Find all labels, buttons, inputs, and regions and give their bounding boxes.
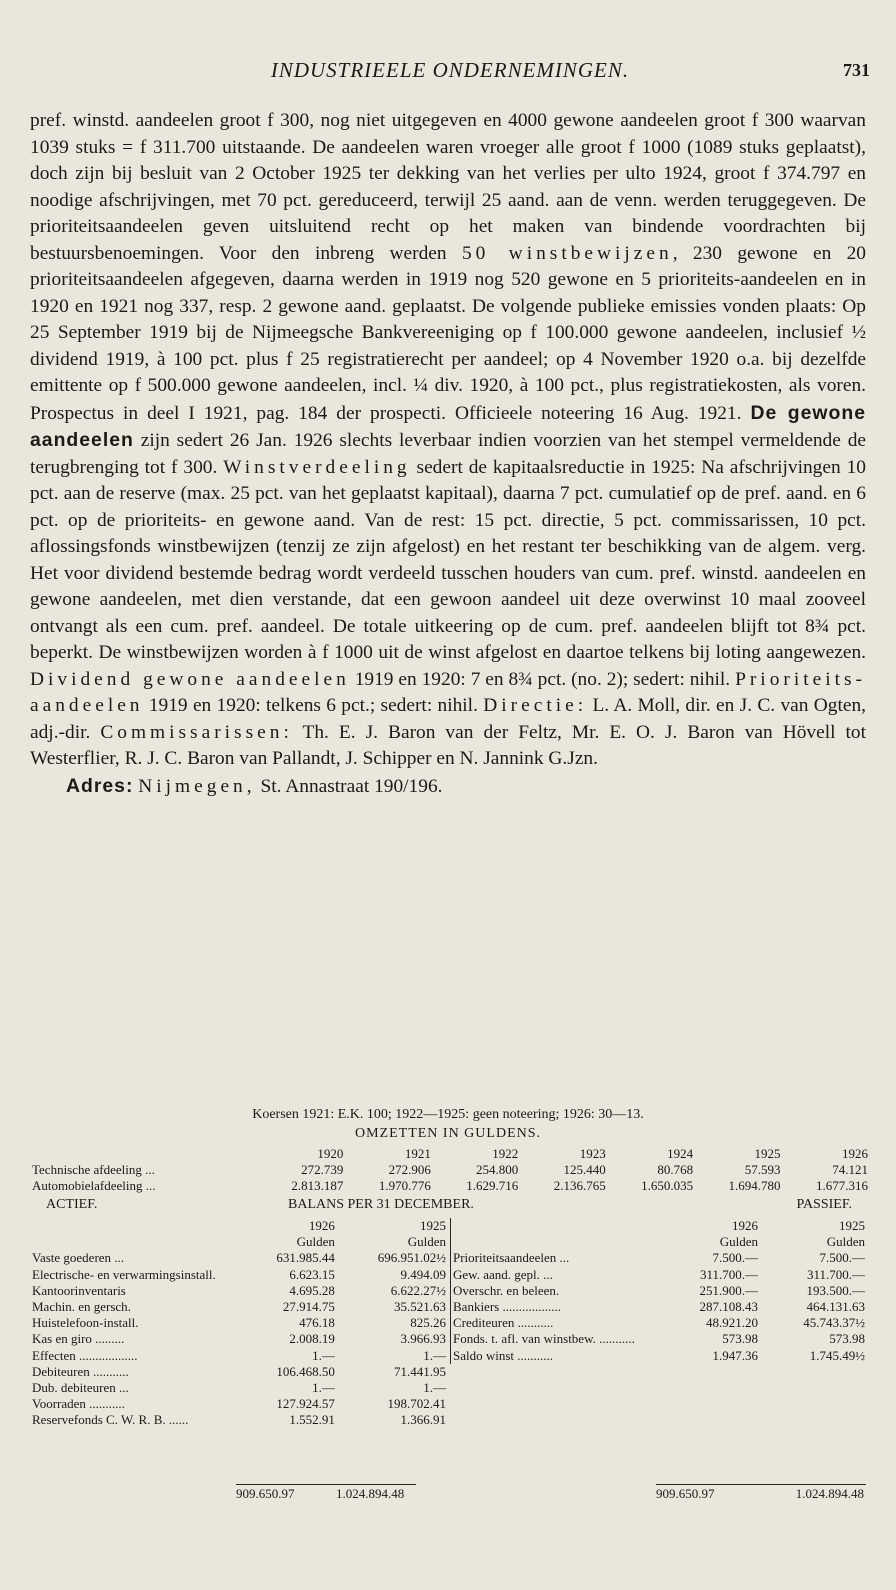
value-1926: 1.— xyxy=(312,1347,335,1363)
table-cell xyxy=(30,1234,228,1250)
year-cell: 1925 xyxy=(754,1146,781,1161)
table-row xyxy=(30,1348,448,1364)
value-1925: 311.700.— xyxy=(806,1266,865,1282)
value-1926: 1.947.36 xyxy=(712,1347,758,1363)
table-row xyxy=(30,1267,448,1283)
table-row xyxy=(451,1283,867,1299)
row-label: Electrische- en verwarmingsinstall. xyxy=(32,1266,216,1282)
table-cell: 272.739 xyxy=(301,1162,344,1177)
text-run: zijn sedert 26 Jan. 1926 slechts leverbaar indien voorzien van het stempel vermeldende de terugbrenging tot f 300. xyxy=(30,430,866,478)
table-row xyxy=(451,1267,867,1283)
table-row xyxy=(30,1380,448,1396)
value-1925: 573.98 xyxy=(829,1331,865,1347)
actief-label: ACTIEF. xyxy=(46,1197,98,1212)
value-1925: 7.500.— xyxy=(819,1250,865,1266)
table-cell xyxy=(30,1218,228,1234)
year-cell: 1922 xyxy=(492,1146,519,1161)
commissarissen-term: Commissarissen: xyxy=(100,721,293,743)
table-cell: 1.677.316 xyxy=(816,1178,868,1193)
text-run: pref. winstd. aandeelen groot f 300, nog niet uitgegeven en 4000 gewone aandeelen groot f 300 waarvan 1039 stuks = f 311.700 uitstaande. De aandeelen waren vroeger alle groot f 1000 (1089 stuks geplaatst), doch zijn bij besluit van 2 October 1925 ter dekking van het verlies per ulto 1924, groot f 374.797 en noodige afschrijvingen, met 70 pct. gereduceerd, terwijl 25 aand. aan de venn. werden teruggegeven. De prioriteitsaandeelen geven uitsluitend recht op het maken van bindende voordrachten bij bestuursbenoemingen. Voor den inbreng werden xyxy=(30,110,866,264)
year-cell: 1925 xyxy=(839,1218,865,1233)
value-1925: 696.951.02½ xyxy=(377,1250,446,1266)
value-1926: 2.008.19 xyxy=(289,1331,335,1347)
year-cell: 1925 xyxy=(420,1218,446,1233)
balans-header xyxy=(30,1197,866,1215)
row-label: Debiteuren ........... xyxy=(32,1363,129,1379)
value-1925: 71.441.95 xyxy=(394,1363,446,1379)
total-passief-1926: 909.650.97 xyxy=(656,1486,715,1501)
year-cell: 1920 xyxy=(317,1146,344,1161)
table-cell: 74.121 xyxy=(832,1162,868,1177)
actief-total-rule xyxy=(236,1484,416,1485)
address-street: St. Annastraat 190/196. xyxy=(260,775,443,797)
total-actief-1925: 1.024.894.48 xyxy=(336,1486,405,1501)
value-1925: 198.702.41 xyxy=(387,1396,446,1412)
table-row xyxy=(30,1299,448,1315)
table-row xyxy=(30,1250,448,1266)
omzetten-year-row xyxy=(30,1146,870,1162)
row-label: Voorraden ........... xyxy=(32,1396,125,1412)
table-cell: 2.813.187 xyxy=(291,1178,344,1193)
table-cell: 80.768 xyxy=(657,1162,694,1177)
row-label: Crediteuren ........... xyxy=(453,1315,554,1331)
page-number: 731 xyxy=(843,60,870,80)
year-cell: 1923 xyxy=(579,1146,606,1161)
year-cell: 1924 xyxy=(667,1146,694,1161)
row-label: Bankiers .................. xyxy=(453,1299,561,1315)
value-1925: 45.743.37½ xyxy=(803,1315,865,1331)
table-row xyxy=(30,1412,448,1428)
value-1926: 4.695.28 xyxy=(289,1282,335,1298)
running-title: INDUSTRIEELE ONDERNEMINGEN. xyxy=(270,58,630,82)
passief-label: PASSIEF. xyxy=(796,1197,852,1212)
table-cell: 2.136.765 xyxy=(553,1178,606,1193)
koersen-line: Koersen 1921: E.K. 100; 1922—1925: geen noteering; 1926: 30—13. xyxy=(252,1107,644,1122)
table-cell xyxy=(451,1234,659,1250)
row-label: Saldo winst ........... xyxy=(453,1347,554,1363)
value-1925: 1.— xyxy=(423,1380,446,1396)
value-1925: 1.745.49½ xyxy=(809,1347,865,1363)
text-run: , 230 gewone en 20 prioriteitsaandeelen afgegeven, daarna werden in 1919 nog 520 gewone en 5 prioriteits-aandeelen en in 1920 en 1921 nog 337, resp. 2 gewone aand. geplaatst. De volgende publieke emissies vonden plaats: Op 25 September 1919 bij de Nijmeegsche Bankvereeniging op f 100.000 gewone aandeelen, inclusief ½ dividend 1919, à 100 pct. plus f 25 registratierecht per aandeel; op 4 November 1920 o.a. bij dezelfde emittente op f 500.000 gewone aandeelen, incl. ¼ div. 1920, à 100 pct., plus registratiekosten, als voren. Prospectus in deel I 1921, pag. 184 der prospecti. Officieele noteering 16 Aug. 1921. xyxy=(30,242,866,424)
description-paragraph xyxy=(30,108,866,773)
value-1926: 1.— xyxy=(312,1380,335,1396)
winstverdeeling-term: Winstverdeeling xyxy=(223,456,411,478)
year-cell: 1926 xyxy=(842,1146,868,1161)
row-label: Machin. en gersch. xyxy=(32,1299,131,1315)
address-city: Nijmegen, xyxy=(138,775,256,797)
gewone-aandeelen-heading: De gewone aandeelen xyxy=(30,401,866,451)
page-header xyxy=(30,58,870,92)
value-1925: 1.366.91 xyxy=(400,1412,446,1428)
company-description xyxy=(30,108,866,800)
value-1926: 573.98 xyxy=(722,1331,758,1347)
balans-title: BALANS PER 31 DECEMBER. xyxy=(288,1197,474,1212)
year-cell: 1926 xyxy=(308,1218,335,1233)
row-label: Vaste goederen ... xyxy=(32,1250,125,1266)
year-cell: 1921 xyxy=(404,1146,431,1161)
table-row xyxy=(30,1162,870,1178)
table-row xyxy=(30,1283,448,1299)
total-actief-1926: 909.650.97 xyxy=(236,1486,295,1501)
unit-cell: Gulden xyxy=(407,1234,446,1250)
value-1926: 476.18 xyxy=(299,1315,335,1331)
row-label: Kas en giro ......... xyxy=(32,1331,125,1347)
passief-column xyxy=(450,1218,867,1364)
unit-cell: Gulden xyxy=(719,1234,758,1250)
value-1926: 1.552.91 xyxy=(289,1412,335,1428)
year-header-row xyxy=(30,1218,448,1234)
table-row xyxy=(30,1364,448,1380)
value-1926: 106.468.50 xyxy=(276,1363,335,1379)
table-row xyxy=(451,1331,867,1347)
year-header-row xyxy=(451,1218,867,1234)
table-cell xyxy=(451,1218,659,1234)
actief-column xyxy=(30,1218,448,1429)
row-label: Overschr. en beleen. xyxy=(453,1282,560,1298)
value-1926: 311.700.— xyxy=(699,1266,758,1282)
row-label: Gew. aand. gepl. ... xyxy=(453,1266,553,1282)
value-1925: 6.622.27½ xyxy=(390,1282,446,1298)
table-cell: 1.970.776 xyxy=(378,1178,431,1193)
table-row xyxy=(30,1396,448,1412)
row-label: Effecten .................. xyxy=(32,1347,138,1363)
passief-rows xyxy=(451,1218,867,1364)
row-label: Reservefonds C. W. R. B. ...... xyxy=(32,1412,189,1428)
row-label: Automobielafdeeling ... xyxy=(32,1178,156,1193)
unit-cell: Gulden xyxy=(296,1234,335,1250)
prioriteits-term: Prioriteits-aandeelen xyxy=(30,668,867,716)
value-1926: 48.921.20 xyxy=(705,1315,758,1331)
row-label: Fonds. t. afl. van winstbew. ........... xyxy=(453,1331,635,1347)
unit-row xyxy=(451,1234,867,1250)
value-1926: 251.900.— xyxy=(699,1282,758,1298)
total-passief-1925: 1.024.894.48 xyxy=(795,1486,864,1501)
table-cell: 1.650.035 xyxy=(641,1178,694,1193)
omzetten-table xyxy=(30,1146,870,1194)
value-1926: 631.985.44 xyxy=(276,1250,335,1266)
address-label: Adres: xyxy=(66,774,134,797)
value-1926: 27.914.75 xyxy=(282,1299,335,1315)
text-run: L. A. Moll, dir. en J. C. van Ogten, adj.-dir. xyxy=(30,695,867,743)
unit-cell: Gulden xyxy=(826,1234,865,1250)
value-1926: 7.500.— xyxy=(712,1250,758,1266)
value-1925: 35.521.63 xyxy=(394,1299,446,1315)
table-cell: 57.593 xyxy=(744,1162,781,1177)
table-row xyxy=(30,1178,870,1194)
table-row xyxy=(451,1250,867,1266)
value-1926: 127.924.57 xyxy=(276,1396,335,1412)
table-row xyxy=(30,1315,448,1331)
value-1925: 3.966.93 xyxy=(400,1331,446,1347)
table-cell: 254.800 xyxy=(476,1162,519,1177)
table-cell: 272.906 xyxy=(388,1162,431,1177)
value-1925: 1.— xyxy=(423,1347,446,1363)
value-1925: 9.494.09 xyxy=(400,1266,446,1282)
text-run: 1919 en 1920: telkens 6 pct.; sedert: nihil. xyxy=(148,695,478,716)
omzetten-title: OMZETTEN IN GULDENS. xyxy=(354,1126,542,1141)
address-line xyxy=(30,773,866,801)
table-cell: 125.440 xyxy=(563,1162,606,1177)
text-run: Th. E. J. Baron van der Feltz, Mr. E. O. J. Baron van Hövell tot Westerflier, R. J. C. Baron van Pallandt, J. Schipper en N. Jannink G.Jzn. xyxy=(30,721,866,769)
unit-row xyxy=(30,1234,448,1250)
text-run: 1919 en 1920: 7 en 8¾ pct. (no. 2); sedert: nihil. xyxy=(354,668,731,690)
actief-rows xyxy=(30,1218,448,1429)
value-1925: 193.500.— xyxy=(806,1282,865,1298)
table-row xyxy=(30,1331,448,1347)
value-1925: 464.131.63 xyxy=(806,1299,865,1315)
row-label: Prioriteitsaandeelen ... xyxy=(453,1250,570,1266)
balance-totals xyxy=(30,1486,866,1504)
table-cell: 1.629.716 xyxy=(466,1178,519,1193)
directie-term: Directie: xyxy=(483,695,588,716)
table-row xyxy=(451,1315,867,1331)
passief-total-rule xyxy=(656,1484,866,1485)
value-1926: 6.623.15 xyxy=(289,1266,335,1282)
table-row xyxy=(451,1299,867,1315)
dividend-term: Dividend gewone aandeelen xyxy=(30,668,350,690)
row-label: Dub. debiteuren ... xyxy=(32,1380,129,1396)
value-1926: 287.108.43 xyxy=(699,1299,758,1315)
winstbewijzen-term: 50 winstbewijzen xyxy=(461,242,673,264)
value-1925: 825.26 xyxy=(410,1315,446,1331)
table-cell xyxy=(30,1146,258,1162)
row-label: Huistelefoon-install. xyxy=(32,1315,139,1331)
year-cell: 1926 xyxy=(731,1218,758,1233)
text-run: sedert de kapitaalsreductie in 1925: Na afschrijvingen 10 pct. aan de reserve (max. 25 pct. van het geplaatst kapitaal), daarna 7 pct. cumulatief op de pref. aand. en 6 pct. op de prioriteits- en gewone aand. Van de rest: 15 pct. directie, 5 pct. commissarissen, 10 pct. aflossingsfonds winstbewijzen (tenzij ze zijn afgelost) en het restant ter beschikking van de algem. verg. Het voor dividend bestemde bedrag wordt verdeeld tusschen houders van cum. pref. winstd. aandeelen en gewone aandeelen, met dien verstande, dat een gewoon aandeel uit deze overwinst 10 maal zooveel ontvangt als een cum. pref. aandeel. De totale uitkeering op de cum. pref. aandeelen blijft tot 8¾ pct. beperkt. De winstbewijzen worden à f 1000 uit de winst afgelost en daartoe telkens bij loting aangewezen. xyxy=(30,456,866,663)
table-row xyxy=(451,1348,867,1364)
table-cell: 1.694.780 xyxy=(728,1178,781,1193)
row-label: Kantoorinventaris xyxy=(32,1282,126,1298)
row-label: Technische afdeeling ... xyxy=(32,1162,155,1177)
